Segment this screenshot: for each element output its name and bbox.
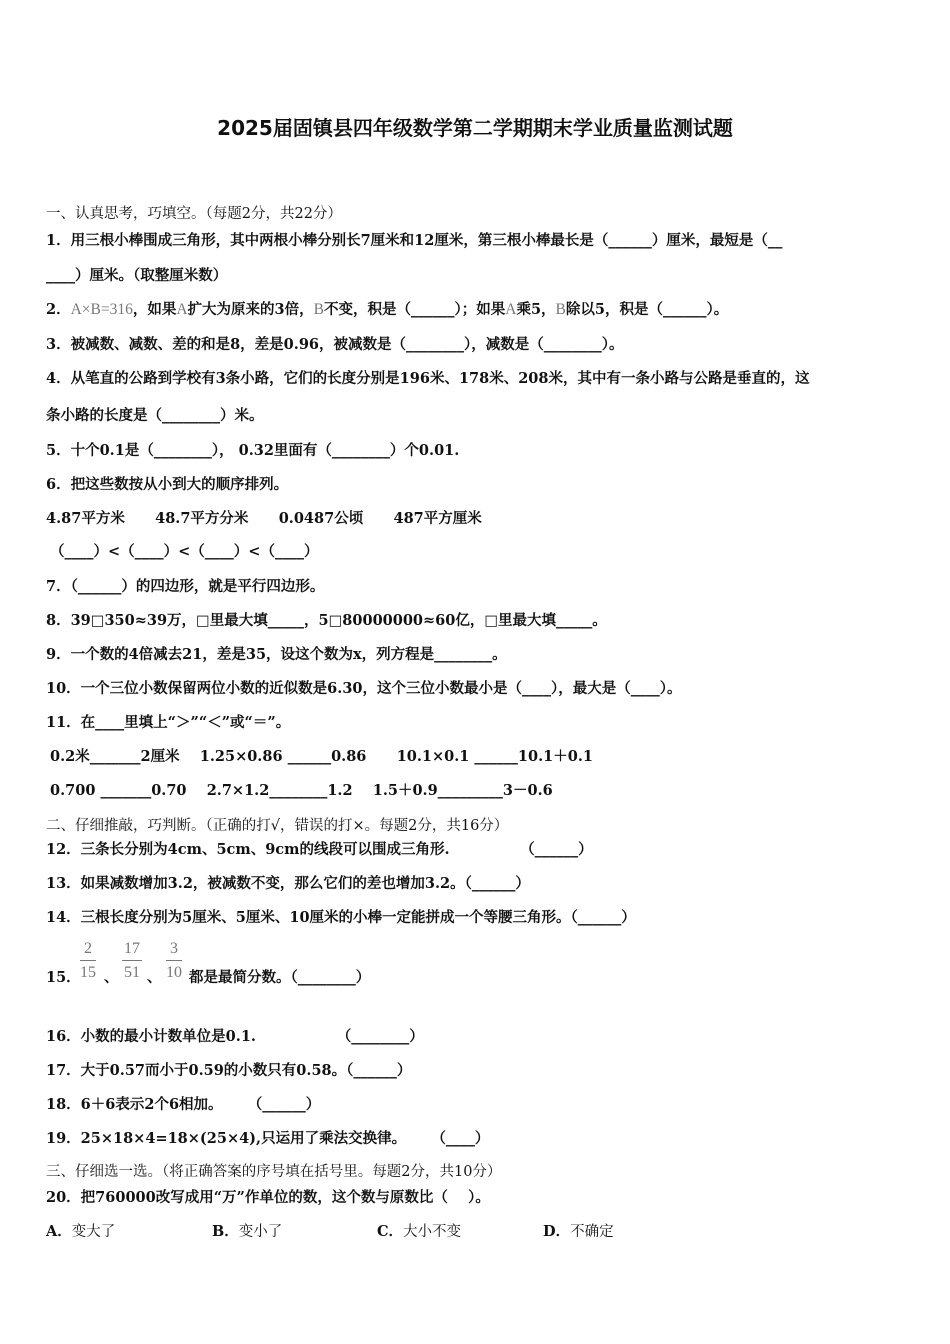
question-4-line-2: 条小路的长度是（________）米。 xyxy=(46,407,264,424)
question-6-blanks: （____）<（____）<（____）<（____） xyxy=(50,543,319,560)
question-6-items: 4.87平方米 48.7平方分米 0.0487公顷 487平方厘米 xyxy=(46,510,482,527)
question-2 xyxy=(46,298,728,319)
section-2-header: 二、仔细推敲，巧判断。（正确的打√，错误的打×。每题2分，共16分） xyxy=(46,818,509,834)
option-c-text: 大小不变 xyxy=(403,1224,462,1240)
q2-formula: A×B=316 xyxy=(70,301,133,318)
question-5: 5．十个0.1是（________）， 0.32里面有（________）个0.01. xyxy=(46,442,460,459)
fraction-2 xyxy=(122,941,142,981)
section-3-header: 三、仔细选一选。（将正确答案的序号填在括号里。每题2分，共10分） xyxy=(46,1164,502,1180)
page-title: 2025届固镇县四年级数学第二学期期末学业质量监测试题 xyxy=(217,116,733,140)
question-15-prefix: 15． xyxy=(46,969,81,986)
question-14: 14．三根长度分别为5厘米、5厘米、10厘米的小棒一定能拼成一个等腰三角形。（______） xyxy=(46,909,636,926)
option-b-text: 变小了 xyxy=(238,1224,283,1240)
q2-text-2: 扩大为原来的3倍， xyxy=(187,301,314,318)
fraction-3 xyxy=(166,941,182,981)
q2-var-a: A xyxy=(176,301,188,318)
fraction-separator-1: 、 xyxy=(104,969,119,986)
section-1-header: 一、认真思考，巧填空。（每题2分，共22分） xyxy=(46,206,342,222)
question-18: 18．6＋6表示2个6相加。 （______） xyxy=(46,1096,321,1113)
fraction-separator-2: 、 xyxy=(147,969,162,986)
question-17: 17．大于0.57而小于0.59的小数只有0.58。（______） xyxy=(46,1062,412,1079)
question-6: 6．把这些数按从小到大的顺序排列。 xyxy=(46,476,289,493)
question-15-suffix: 都是最简分数。（________） xyxy=(189,969,371,986)
question-7: 7．（______）的四边形，就是平行四边形。 xyxy=(46,578,325,595)
q2-text-5: 除以5，积是（______）。 xyxy=(565,301,729,318)
fraction-2-denominator: 51 xyxy=(124,964,140,981)
question-1-line-1: 1．用三根小棒围成三角形，其中两根小棒分别长7厘米和12厘米，第三根小棒最长是（______）厘米，最短是（__ xyxy=(46,232,783,249)
question-1-line-2: ____）厘米。（取整厘米数） xyxy=(46,267,228,284)
fraction-2-numerator: 17 xyxy=(122,941,142,961)
option-d-text: 不确定 xyxy=(570,1224,614,1240)
option-a-text: 变大了 xyxy=(71,1224,116,1240)
question-10: 10．一个三位小数保留两位小数的近似数是6.30，这个三位小数最小是（____），最大是（____）。 xyxy=(46,680,682,697)
option-c xyxy=(377,1220,461,1241)
question-16: 16．小数的最小计数单位是0.1. （________） xyxy=(46,1028,424,1045)
fraction-1-denominator: 15 xyxy=(80,964,96,981)
q2-text-4: 乘5， xyxy=(516,301,556,318)
question-19: 19．25×18×4=18×(25×4),只运用了乘法交换律。 （____） xyxy=(46,1130,490,1147)
q2-text-3: 不变，积是（______）；如果 xyxy=(324,301,506,318)
q2-text-1: ，如果 xyxy=(132,301,177,318)
question-11: 11．在____里填上“＞”“＜”或“＝”。 xyxy=(46,714,291,731)
question-13: 13．如果减数增加3.2，被减数不变，那么它们的差也增加3.2。（______） xyxy=(46,875,530,892)
fraction-3-denominator: 10 xyxy=(166,964,182,981)
q2-var-b-2: B xyxy=(555,301,566,318)
option-b-label: B． xyxy=(212,1223,239,1240)
option-a xyxy=(46,1220,115,1241)
question-8: 8．39□350≈39万，□里最大填_____，5□80000000≈60亿，□里最大填_____。 xyxy=(46,612,607,629)
question-20: 20．把760000改写成用“万”作单位的数，这个数与原数比（ ）。 xyxy=(46,1189,490,1206)
question-11-row-1: 0.2米_______2厘米 1.25×0.86 ______0.86 10.1×0.1 ______10.1＋0.1 xyxy=(50,748,593,765)
question-3: 3．被减数、减数、差的和是8，差是0.96，被减数是（________），减数是（________）。 xyxy=(46,336,624,353)
question-11-row-2: 0.700 _______0.70 2.7×1.2________1.2 1.5＋0.9_________3－0.6 xyxy=(50,782,553,799)
option-c-label: C． xyxy=(377,1223,404,1240)
option-b xyxy=(212,1220,282,1241)
q2-var-a-2: A xyxy=(505,301,517,318)
question-9: 9．一个数的4倍减去21，差是35，设这个数为x，列方程是________。 xyxy=(46,646,507,663)
q2-var-b: B xyxy=(313,301,324,318)
option-a-label: A． xyxy=(46,1223,72,1240)
fraction-1-numerator: 2 xyxy=(80,941,96,961)
question-4-line-1: 4．从笔直的公路到学校有3条小路，它们的长度分别是196米、178米、208米，其中有一条小路与公路是垂直的，这 xyxy=(46,370,810,387)
option-d xyxy=(543,1220,614,1241)
fraction-1 xyxy=(80,941,96,981)
q2-prefix: 2． xyxy=(46,301,71,318)
option-d-label: D． xyxy=(543,1223,571,1240)
question-12: 12．三条长分别为4cm、5cm、9cm的线段可以围成三角形. （______） xyxy=(46,841,593,858)
fraction-3-numerator: 3 xyxy=(166,941,182,961)
